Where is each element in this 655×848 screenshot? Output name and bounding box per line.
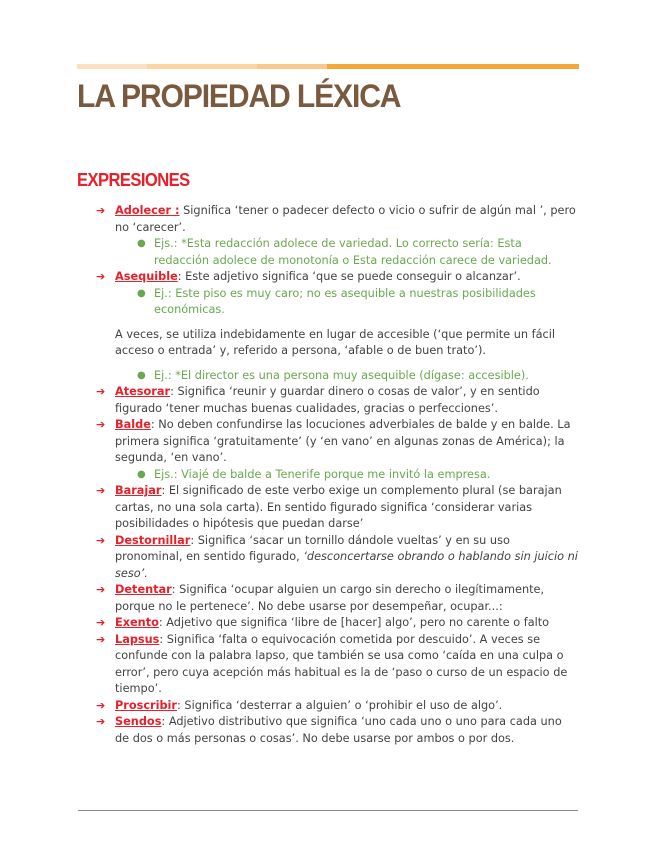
arrow-icon: ➔ bbox=[96, 270, 106, 283]
entry-barajar bbox=[96, 483, 578, 533]
spacer bbox=[96, 360, 578, 368]
entry-term: Atesorar bbox=[115, 385, 171, 398]
entry-definition: : Adjetivo que significa ‘libre de [hacer] algo’, pero no carente o falto bbox=[158, 616, 550, 629]
entry-term: Adolecer : bbox=[115, 204, 180, 217]
arrow-icon: ➔ bbox=[96, 418, 106, 431]
note-asequible: A veces, se utiliza indebidamente en lugar de accesible (‘que permite un fácil acceso o entrada’ y, referido a persona, ‘afable o de buen trato’). bbox=[115, 327, 556, 357]
example-asequible bbox=[96, 286, 578, 319]
arrow-icon: ➔ bbox=[96, 616, 106, 629]
entry-term: Detentar bbox=[115, 583, 172, 596]
bullet-icon: ● bbox=[137, 369, 146, 381]
example-asequible-2 bbox=[96, 368, 578, 385]
entry-lapsus bbox=[96, 632, 578, 698]
document-title: LA PROPIEDAD LÉXICA bbox=[77, 78, 401, 114]
arrow-icon: ➔ bbox=[96, 484, 106, 497]
entry-destornillar bbox=[96, 533, 578, 583]
accent-bar-segment bbox=[257, 64, 327, 69]
arrow-icon: ➔ bbox=[96, 385, 106, 398]
entry-term: Exento bbox=[115, 616, 159, 629]
entry-term: Sendos bbox=[115, 715, 162, 728]
entry-definition: : No deben confundirse las locuciones adverbiales de balde y en balde. La primera significa ‘gratuitamente’ (y ‘en vano’ en algunas zonas de América); la segunda, ‘en vano’. bbox=[115, 418, 571, 464]
example-text: Ejs.: Viajé de balde a Tenerife porque me invitó la empresa. bbox=[154, 467, 491, 481]
entry-definition: : Significa ‘sacar un tornillo dándole vueltas’ y en su uso pronominal, en sentido figurado, bbox=[115, 533, 510, 563]
entry-definition: : El significado de este verbo exige un complemento plural (se barajan cartas, no una sola carta). En sentido figurado significa ‘considerar varias posibilidades o hipótesis que puedan darse’ bbox=[115, 484, 562, 530]
arrow-icon: ➔ bbox=[96, 698, 106, 712]
accent-bar-segment bbox=[77, 64, 147, 69]
entry-definition: : Significa ‘ocupar alguien un cargo sin derecho o ilegítimamente, porque no le pertenece’. No debe usarse por desempeñar, ocupar...: bbox=[115, 583, 545, 613]
bullet-icon: ● bbox=[137, 238, 146, 249]
entry-term: Asequible bbox=[115, 270, 178, 283]
example-text: Ejs.: *Esta redacción adolece de variedad. Lo correcto sería: Esta redacción adolece de monotonía o Esta redacción carece de variedad. bbox=[154, 237, 552, 267]
accent-bar-segment bbox=[327, 64, 579, 69]
bullet-icon: ● bbox=[137, 468, 146, 480]
entry-definition: : Significa ‘reunir y guardar dinero o cosas de valor’, y en sentido figurado ‘tener muchas buenas cualidades, gracias o perfecciones’. bbox=[115, 385, 540, 415]
entry-asequible bbox=[96, 269, 578, 286]
header-accent-bar bbox=[77, 64, 579, 69]
entry-proscribir bbox=[96, 698, 578, 715]
entry-definition: : Adjetivo distributivo que significa ‘uno cada uno o uno para cada uno de dos o más personas o cosas’. No debe usarse por ambos o por dos. bbox=[115, 715, 562, 745]
entry-term: Barajar bbox=[115, 484, 162, 497]
entry-detentar bbox=[96, 582, 578, 615]
arrow-icon: ➔ bbox=[96, 632, 106, 646]
entry-term: Balde bbox=[115, 418, 151, 431]
entry-exento bbox=[96, 615, 578, 632]
entry-atesorar bbox=[96, 384, 578, 417]
entry-definition: : Este adjetivo significa ‘que se puede conseguir o alcanzar’. bbox=[177, 270, 521, 283]
entry-adolecer bbox=[96, 203, 578, 236]
entry-definition: : Significa ‘desterrar a alguien’ o ‘prohibir el uso de algo’. bbox=[177, 698, 503, 712]
section-heading: EXPRESIONES bbox=[77, 170, 190, 190]
arrow-icon: ➔ bbox=[96, 583, 106, 596]
entry-definition: : Significa ‘falta o equivocación cometida por descuido’. A veces se confunde con la palabra lapso, que también se usa como ‘caída en una culpa o error’, pero cuya acepción más habitual es la de ‘paso o curso de un espacio de tiempo’. bbox=[115, 632, 568, 695]
entry-term: Lapsus bbox=[115, 632, 160, 646]
example-text: Ej.: Este piso es muy caro; no es asequible a nuestras posibilidades económicas. bbox=[154, 286, 536, 316]
entry-balde bbox=[96, 417, 578, 467]
spacer bbox=[96, 319, 578, 327]
example-adolecer bbox=[96, 236, 578, 269]
entry-definition: Significa ‘tener o padecer defecto o vicio o sufrir de algún mal ’, pero no ‘carecer’. bbox=[115, 204, 576, 234]
entry-sendos bbox=[96, 714, 578, 747]
entry-definition-italic: ‘desconcertarse obrando o hablando sin juicio ni seso’. bbox=[115, 550, 578, 580]
accent-bar-segment bbox=[147, 64, 257, 69]
arrow-icon: ➔ bbox=[96, 533, 106, 547]
example-text: Ej.: *El director es una persona muy asequible (dígase: accesible). bbox=[154, 368, 529, 382]
expressions-list bbox=[96, 203, 578, 747]
example-balde bbox=[96, 467, 578, 484]
footer-divider bbox=[78, 810, 578, 811]
arrow-icon: ➔ bbox=[96, 715, 106, 728]
entry-term: Destornillar bbox=[115, 533, 191, 547]
entry-term: Proscribir bbox=[115, 698, 178, 712]
arrow-icon: ➔ bbox=[96, 204, 106, 217]
bullet-icon: ● bbox=[137, 287, 146, 299]
